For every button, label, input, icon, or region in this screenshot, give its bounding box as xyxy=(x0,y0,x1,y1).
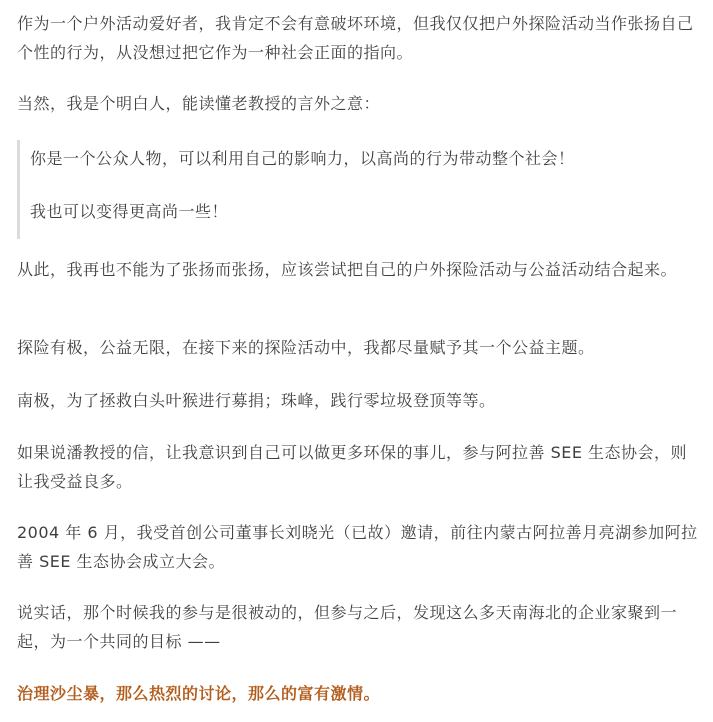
paragraph: 如果说潘教授的信，让我意识到自己可以做更多环保的事儿，参与阿拉善 SEE 生态协会，则让我受益良多。 xyxy=(17,443,688,491)
paragraph: 南极，为了拯救白头叶猴进行募捐；珠峰，践行零垃圾登顶等等。 xyxy=(17,391,496,410)
paragraph: 作为一个户外活动爱好者，我肯定不会有意破坏环境，但我仅仅把户外探险活动当作张扬自己个性的行为，从没想过把它作为一种社会正面的指向。 xyxy=(17,14,694,62)
paragraph: 探险有极，公益无限，在接下来的探险活动中，我都尽量赋予其一个公益主题。 xyxy=(17,338,595,357)
paragraph: 说实话，那个时候我的参与是很被动的，但参与之后，发现这么多天南海北的企业家聚到一起，为一个共同的目标 —— xyxy=(17,603,678,651)
quote-line: 我也可以变得更高尚一些！ xyxy=(30,202,229,221)
paragraph: 当然，我是个明白人，能读懂老教授的言外之意： xyxy=(17,94,381,113)
blockquote xyxy=(17,140,701,239)
quote-line: 你是一个公众人物，可以利用自己的影响力，以高尚的行为带动整个社会！ xyxy=(30,149,575,168)
paragraph: 从此，我再也不能为了张扬而张扬，应该尝试把自己的户外探险活动与公益活动结合起来。 xyxy=(17,260,678,279)
highlighted-paragraph: 治理沙尘暴，那么热烈的讨论，那么的富有激情。 xyxy=(17,684,381,703)
paragraph: 2004 年 6 月，我受首创公司董事长刘晓光（已故）邀请，前往内蒙古阿拉善月亮湖参加阿拉善 SEE 生态协会成立大会。 xyxy=(17,523,698,571)
